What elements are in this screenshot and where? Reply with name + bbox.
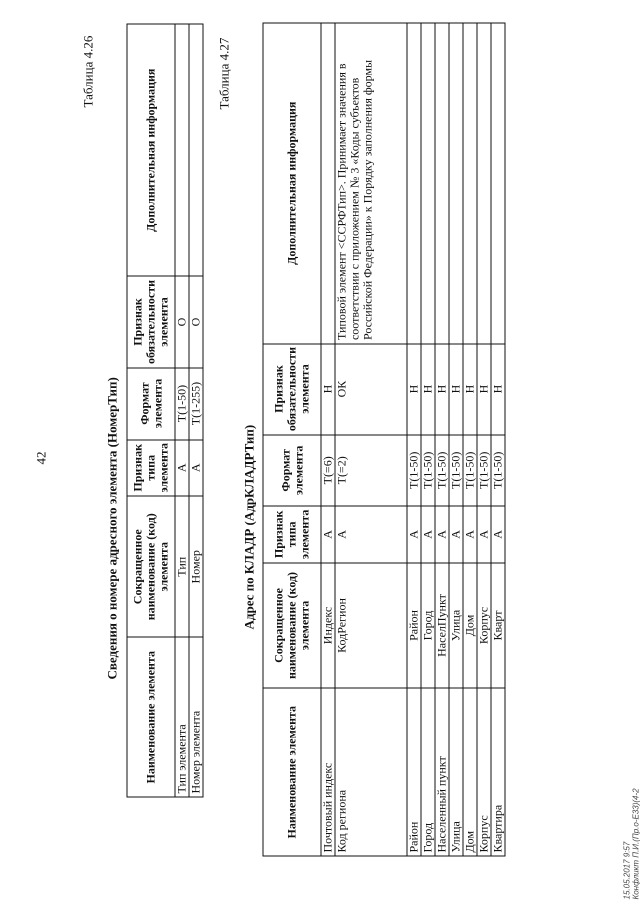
- table-cell: Улица: [449, 688, 463, 856]
- table1-header-cell: Дополнительная информация: [127, 24, 175, 276]
- table-cell: О: [175, 276, 189, 367]
- table-cell: Н: [491, 344, 505, 435]
- table-cell: Корпус: [477, 688, 491, 856]
- table-cell: Номер: [189, 496, 203, 637]
- table-cell: [449, 23, 463, 344]
- table-cell: Н: [435, 344, 449, 435]
- table-cell: [421, 23, 435, 344]
- table-cell: А: [335, 506, 407, 562]
- table-cell: T(1-50): [435, 435, 449, 507]
- table-cell: А: [175, 440, 189, 496]
- table-cell: [463, 23, 477, 344]
- table-cell: Н: [421, 344, 435, 435]
- print-stamp: [623, 788, 640, 899]
- table-row: [407, 23, 421, 856]
- table-cell: А: [491, 506, 505, 562]
- table-cell: T(1-50): [407, 435, 421, 507]
- table-cell: [435, 23, 449, 344]
- table-cell: Н: [321, 344, 335, 435]
- table-cell: А: [321, 506, 335, 562]
- table-cell: Тип: [175, 496, 189, 637]
- page-number: 42: [33, 451, 49, 465]
- table2-header-cell: Дополнительная информация: [263, 23, 321, 344]
- table-cell: Город: [421, 563, 435, 689]
- table-cell: КодРегион: [335, 563, 407, 689]
- table-cell: Улица: [449, 563, 463, 689]
- table2-header-cell: Признак типа элемента: [263, 506, 321, 562]
- table-row: [477, 23, 491, 856]
- table-cell: [491, 23, 505, 344]
- table-cell: [477, 23, 491, 344]
- table-cell: А: [421, 506, 435, 562]
- table-cell: T(1-50): [175, 368, 189, 440]
- stamp-line: Конфликт П.И.(Пр.о-Е33)(4-2: [631, 788, 640, 900]
- table-cell: О: [189, 276, 203, 367]
- table-row: [421, 23, 435, 856]
- table-cell: Дом: [463, 688, 477, 856]
- table2-header-cell: Сокращенное наименование (код) элемента: [263, 563, 321, 689]
- table-cell: Дом: [463, 563, 477, 689]
- table-cell: Тип элемента: [175, 638, 189, 798]
- table-cell: T(1-255): [189, 368, 203, 440]
- table2-header-cell: Формат элемента: [263, 435, 321, 507]
- table1-header-cell: Признак обязательности элемента: [127, 276, 175, 367]
- table2-title: Адрес по КЛАДР (АдрКЛАДРТип): [241, 424, 257, 630]
- table-row: [189, 24, 203, 797]
- table2-header-row: [263, 23, 321, 856]
- table2-header-cell: Наименование элемента: [263, 688, 321, 856]
- table-row: [435, 23, 449, 856]
- table-cell: T(1-50): [421, 435, 435, 507]
- table-cell: Индекс: [321, 563, 335, 689]
- table-cell: Н: [477, 344, 491, 435]
- table2: [263, 23, 506, 857]
- table-cell: T(1-50): [491, 435, 505, 507]
- table-cell: А: [435, 506, 449, 562]
- table-cell: [321, 23, 335, 344]
- table-row: [321, 23, 335, 856]
- table-cell: Район: [407, 563, 421, 689]
- table1-title: Сведения о номере адресного элемента (НомерТип): [104, 377, 120, 680]
- table-row: [463, 23, 477, 856]
- table-cell: Район: [407, 688, 421, 856]
- table-row: [449, 23, 463, 856]
- rotated-content: [1, 0, 640, 905]
- table1-header-cell: Признак типа элемента: [127, 440, 175, 496]
- table-cell: Корпус: [477, 563, 491, 689]
- table-cell: НаселПункт: [435, 563, 449, 689]
- table1-header-cell: Наименование элемента: [127, 638, 175, 798]
- table-cell: T(=2): [335, 435, 407, 507]
- table-cell: [407, 23, 421, 344]
- table1-caption: Таблица 4.26: [80, 35, 96, 108]
- table-cell: [175, 24, 189, 276]
- table-cell: T(1-50): [463, 435, 477, 507]
- table-cell: T(1-50): [449, 435, 463, 507]
- table1-header-row: [127, 24, 175, 797]
- table-cell: А: [449, 506, 463, 562]
- table-cell: Н: [449, 344, 463, 435]
- table-cell: Типовой элемент <ССРФТип>. Принимает значения в соответствии с приложением № 3 «Коды субъектов Российской Федерации» к Порядку заполнения формы: [335, 23, 407, 344]
- table-cell: Населенный пункт: [435, 688, 449, 856]
- table-cell: А: [463, 506, 477, 562]
- table-cell: Н: [463, 344, 477, 435]
- table2-caption: Таблица 4.27: [216, 37, 232, 110]
- table-cell: Почтовый индекс: [321, 688, 335, 856]
- table-cell: ОК: [335, 344, 407, 435]
- table-cell: [189, 24, 203, 276]
- table-cell: Город: [421, 688, 435, 856]
- table-cell: Квартира: [491, 688, 505, 856]
- table-cell: T(=6): [321, 435, 335, 507]
- table-cell: А: [189, 440, 203, 496]
- stamp-line: 15.05.2017 9:57: [622, 841, 632, 900]
- table-cell: Код региона: [335, 688, 407, 856]
- table-cell: А: [407, 506, 421, 562]
- table-cell: Номер элемента: [189, 638, 203, 798]
- table2-header-cell: Признак обязательности элемента: [263, 344, 321, 435]
- table-cell: Кварт: [491, 563, 505, 689]
- table-cell: T(1-50): [477, 435, 491, 507]
- table1-header-cell: Сокращенное наименование (код) элемента: [127, 496, 175, 637]
- table-cell: А: [477, 506, 491, 562]
- table-cell: Н: [407, 344, 421, 435]
- table1-header-cell: Формат элемента: [127, 368, 175, 440]
- table1: [127, 24, 204, 798]
- table-row: [335, 23, 407, 856]
- table-row: [175, 24, 189, 797]
- table-row: [491, 23, 505, 856]
